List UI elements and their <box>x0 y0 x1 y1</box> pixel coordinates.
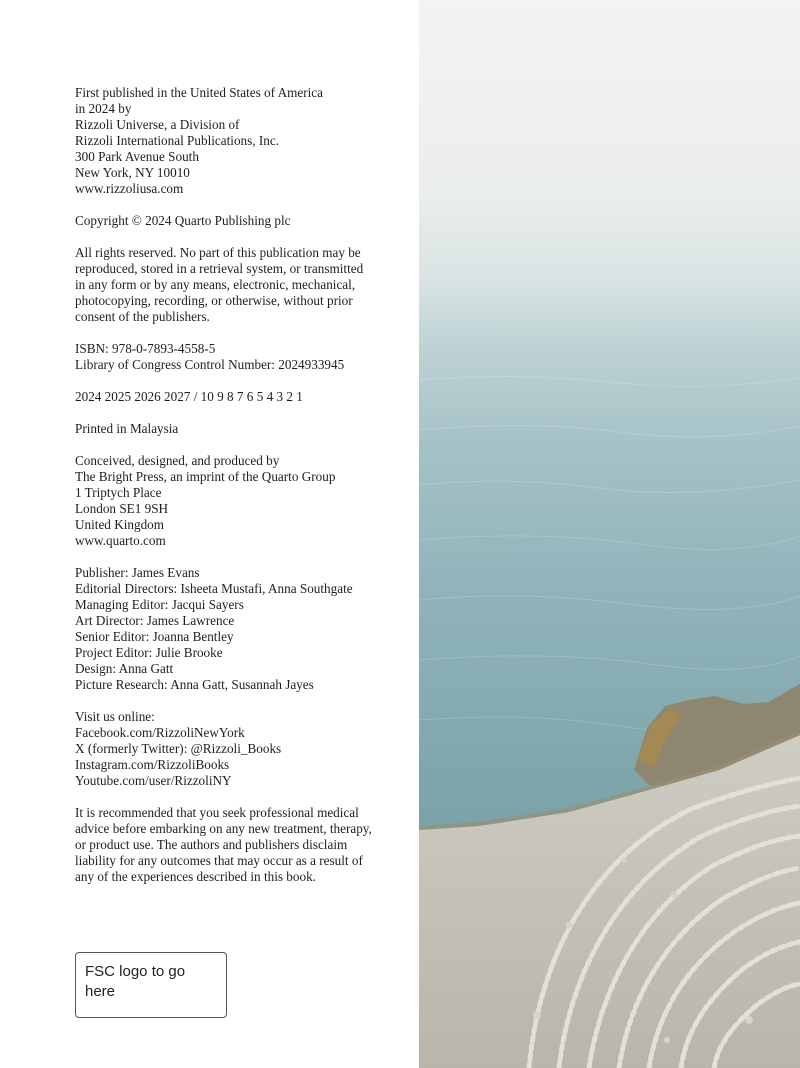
photo-illustration <box>419 0 800 1068</box>
instagram-link: Instagram.com/RizzoliBooks <box>75 757 230 772</box>
fsc-logo-placeholder <box>75 952 227 1018</box>
rights-line: All rights reserved. No part of this publication may be <box>75 245 361 260</box>
lccn-line: Library of Congress Control Number: 2024933945 <box>75 357 345 372</box>
publication-line: in 2024 by <box>75 101 132 116</box>
disclaimer-line: any of the experiences described in this book. <box>75 869 316 884</box>
print-run <box>75 389 405 405</box>
print-line: 2024 2025 2026 2027 / 10 9 8 7 6 5 4 3 2 1 <box>75 389 303 404</box>
copyright-line: Copyright © 2024 Quarto Publishing plc <box>75 213 291 228</box>
fsc-placeholder-line: here <box>85 983 116 1000</box>
online-heading: Visit us online: <box>75 709 155 724</box>
disclaimer-line: or product use. The authors and publishers disclaim <box>75 837 348 852</box>
medical-disclaimer <box>75 805 405 885</box>
printed-in-line: Printed in Malaysia <box>75 421 179 436</box>
credit-line: Art Director: James Lawrence <box>75 613 235 628</box>
printed-in <box>75 421 405 437</box>
publication-line: First published in the United States of America <box>75 85 323 100</box>
credit-line: Project Editor: Julie Brooke <box>75 645 223 660</box>
credit-line: Publisher: James Evans <box>75 565 200 580</box>
producer-info <box>75 453 405 549</box>
credit-line: Managing Editor: Jacqui Sayers <box>75 597 244 612</box>
publication-line: Rizzoli Universe, a Division of <box>75 117 240 132</box>
credit-line: Senior Editor: Joanna Bentley <box>75 629 234 644</box>
disclaimer-line: liability for any outcomes that may occur as a result of <box>75 853 363 868</box>
rights-line: in any form or by any means, electronic, mechanical, <box>75 277 356 292</box>
producer-website: www.quarto.com <box>75 533 166 548</box>
staff-credits <box>75 565 405 693</box>
publication-info <box>75 85 405 197</box>
disclaimer-line: advice before embarking on any new treatment, therapy, <box>75 821 372 836</box>
publication-line: Rizzoli International Publications, Inc. <box>75 133 279 148</box>
publisher-website: www.rizzoliusa.com <box>75 181 184 196</box>
copyright-notice <box>75 213 405 229</box>
isbn-line: ISBN: 978-0-7893-4558-5 <box>75 341 216 356</box>
rights-notice <box>75 245 405 325</box>
credit-line: Editorial Directors: Isheeta Mustafi, Anna Southgate <box>75 581 353 596</box>
disclaimer-line: It is recommended that you seek professional medical <box>75 805 359 820</box>
rights-line: consent of the publishers. <box>75 309 210 324</box>
imprint-text <box>75 85 405 901</box>
online-links <box>75 709 405 789</box>
credit-line: Design: Anna Gatt <box>75 661 174 676</box>
producer-line: 1 Triptych Place <box>75 485 162 500</box>
rights-line: reproduced, stored in a retrieval system, or transmitted <box>75 261 364 276</box>
producer-line: The Bright Press, an imprint of the Quarto Group <box>75 469 336 484</box>
isbn-info <box>75 341 405 373</box>
publication-line: New York, NY 10010 <box>75 165 190 180</box>
rights-line: photocopying, recording, or otherwise, without prior <box>75 293 353 308</box>
coastal-labyrinth-photo <box>419 0 800 1068</box>
producer-line: United Kingdom <box>75 517 165 532</box>
fsc-placeholder-line: FSC logo to go <box>85 963 186 980</box>
youtube-link: Youtube.com/user/RizzoliNY <box>75 773 232 788</box>
producer-line: Conceived, designed, and produced by <box>75 453 280 468</box>
credit-line: Picture Research: Anna Gatt, Susannah Jayes <box>75 677 314 692</box>
twitter-link: X (formerly Twitter): @Rizzoli_Books <box>75 741 282 756</box>
publication-line: 300 Park Avenue South <box>75 149 199 164</box>
facebook-link: Facebook.com/RizzoliNewYork <box>75 725 245 740</box>
producer-line: London SE1 9SH <box>75 501 169 516</box>
